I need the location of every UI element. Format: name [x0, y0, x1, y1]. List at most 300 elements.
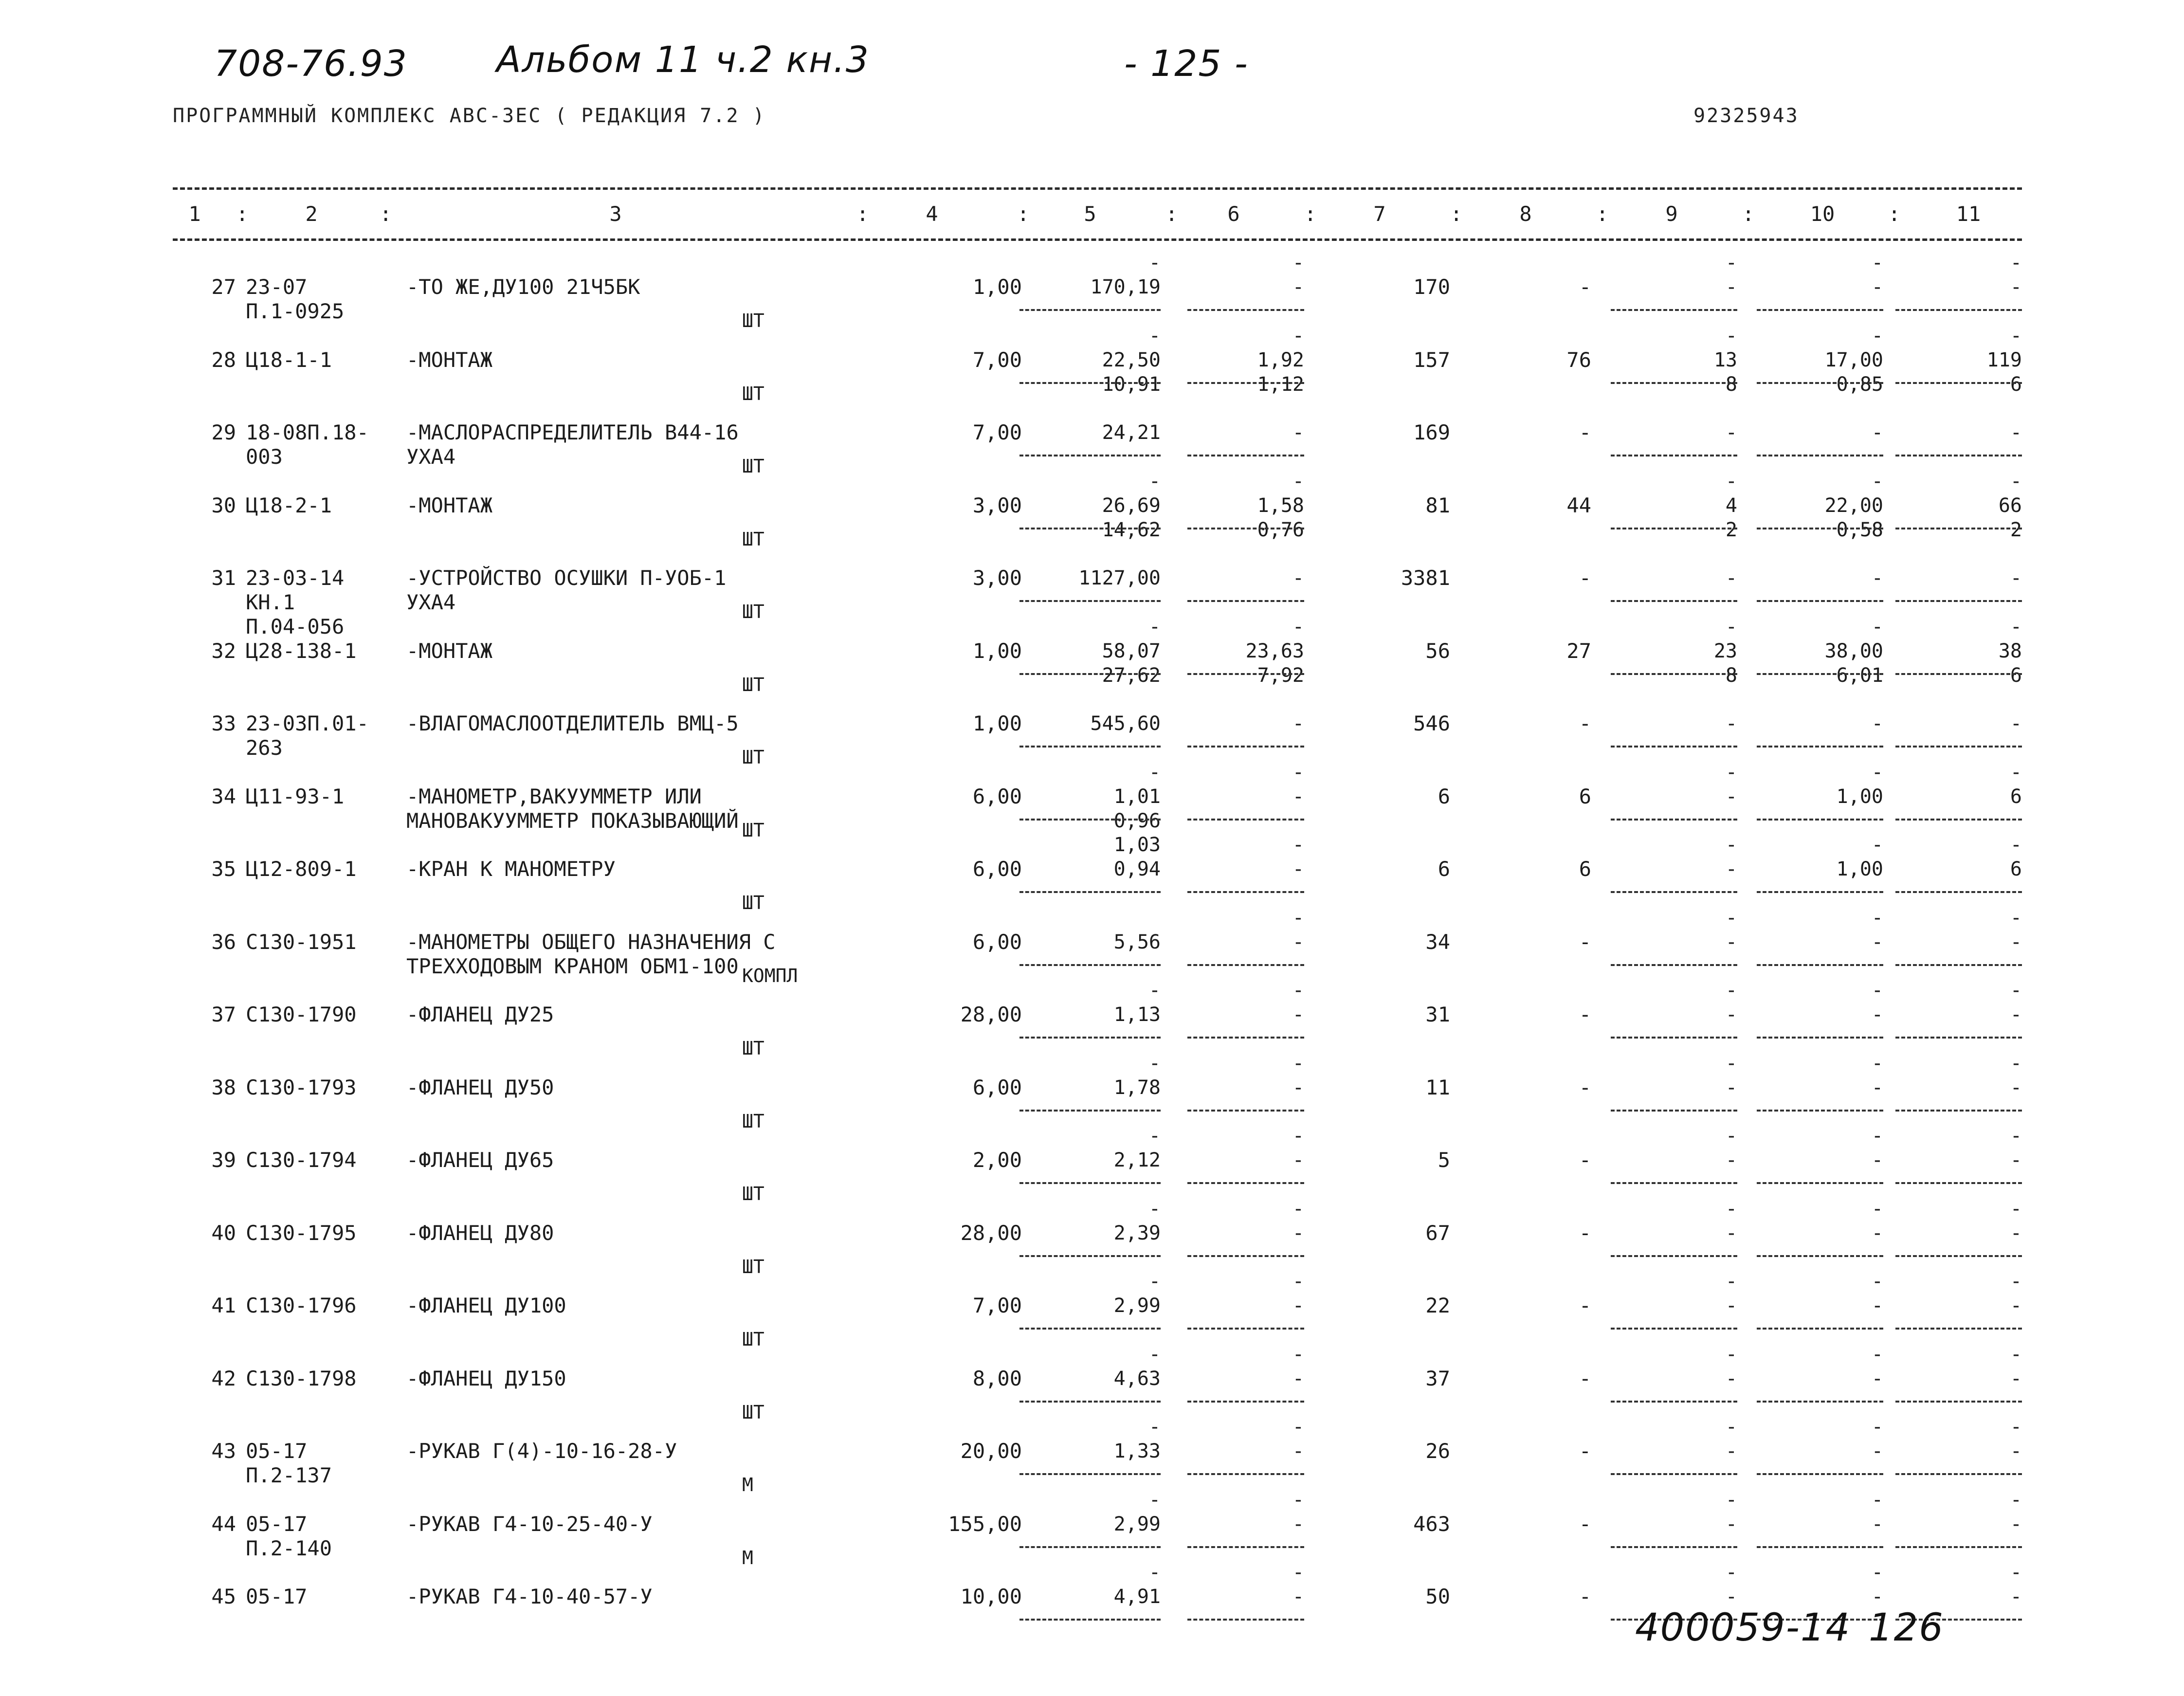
row-name: -ВЛАГОМАСЛООТДЕЛИТЕЛЬ ВМЦ-5 [406, 711, 739, 735]
header-col-7: 7 [1373, 202, 1386, 226]
cell-rule [1611, 1546, 1737, 1548]
row-code: Ц18-1-1 [246, 347, 332, 372]
row-number: 29 [211, 420, 236, 444]
row-c10: 22,00 [1824, 494, 1883, 517]
row-c5: 4,91 [1113, 1586, 1161, 1608]
row-c10: - [1871, 1295, 1883, 1317]
cell-rule [1757, 1401, 1883, 1403]
row-number: 37 [211, 1003, 236, 1026]
cell-rule [1895, 1328, 2022, 1330]
row-c9: - [1725, 930, 1737, 953]
row-c11: - [2010, 761, 2022, 784]
row-c6: 7,92 [1257, 664, 1304, 687]
cell-rule [1895, 1255, 2022, 1257]
row-c5: 1,01 [1113, 785, 1161, 808]
row-col8: - [1579, 930, 1591, 954]
row-c5: 170,19 [1090, 276, 1161, 298]
cell-rule [1895, 528, 2022, 529]
row-c10: 17,00 [1824, 348, 1883, 371]
cell-rule [1019, 600, 1161, 602]
cell-rule [1019, 673, 1161, 675]
cell-rule [1757, 1473, 1883, 1475]
row-c9: - [1725, 1149, 1737, 1171]
row-number: 39 [211, 1148, 236, 1172]
row-code: С130-1798 [246, 1366, 357, 1390]
row-c5: 2,99 [1113, 1513, 1161, 1535]
row-c5: 1,78 [1113, 1076, 1161, 1099]
row-c5: 1,13 [1113, 1003, 1161, 1026]
row-c9: - [1725, 1440, 1737, 1462]
row-c5: 5,56 [1113, 930, 1161, 953]
row-name: -ТО ЖЕ,ДУ100 21Ч5БК [406, 275, 640, 299]
cell-rule [1019, 891, 1161, 893]
row-c10: - [1871, 1125, 1883, 1147]
cell-rule [1019, 819, 1161, 821]
cell-rule [1757, 1182, 1883, 1184]
row-c10: 0,58 [1836, 518, 1883, 541]
cell-rule [1757, 819, 1883, 821]
row-col7: 6 [1438, 857, 1450, 881]
row-c9: - [1725, 1416, 1737, 1438]
row-number: 31 [211, 566, 236, 590]
row-c5: - [1148, 1270, 1161, 1293]
row-c5: 27,62 [1102, 664, 1161, 687]
row-col8: - [1579, 1003, 1591, 1026]
row-name: -ФЛАНЕЦ ДУ80 [406, 1221, 554, 1245]
row-col8: - [1579, 1294, 1591, 1317]
row-col8: 6 [1579, 857, 1591, 881]
row-c9: - [1725, 1076, 1737, 1099]
header-separator: : [1304, 202, 1317, 226]
row-c6: - [1292, 252, 1304, 274]
cell-rule [1757, 455, 1883, 456]
row-c11: 6 [2010, 858, 2022, 880]
header-col-4: 4 [926, 202, 938, 226]
row-c9: - [1725, 1222, 1737, 1244]
cell-rule [1187, 1328, 1304, 1330]
row-col7: 170 [1413, 275, 1450, 299]
cell-rule [1187, 1110, 1304, 1112]
row-col7: 31 [1425, 1003, 1450, 1026]
row-number: 42 [211, 1366, 236, 1390]
row-c9: - [1725, 1125, 1737, 1147]
cell-rule [1611, 819, 1737, 821]
row-code: П.2-140 [246, 1536, 332, 1560]
row-c11: - [2010, 470, 2022, 492]
row-col8: - [1579, 1585, 1591, 1608]
row-c9: 23 [1713, 639, 1737, 662]
row-c5: 1,33 [1113, 1440, 1161, 1462]
row-c10: - [1871, 324, 1883, 347]
row-c6: - [1292, 906, 1304, 929]
row-c5: 22,50 [1102, 348, 1161, 371]
row-c11: - [2010, 1295, 2022, 1317]
row-c5: - [1148, 1197, 1161, 1220]
row-number: 43 [211, 1439, 236, 1463]
row-c6: - [1292, 276, 1304, 298]
header-separator: : [1017, 202, 1030, 226]
header-separator: : [236, 202, 249, 226]
row-col7: 6 [1438, 784, 1450, 808]
cell-rule [1895, 1546, 2022, 1548]
row-name: -МАНОМЕТР,ВАКУУММЕТР ИЛИ [406, 784, 702, 808]
row-quantity: 6,00 [972, 857, 1022, 881]
row-col7: 157 [1413, 347, 1450, 372]
row-c6: 1,12 [1257, 373, 1304, 396]
row-c6: - [1292, 834, 1304, 856]
row-code: С130-1793 [246, 1075, 357, 1099]
row-unit: ШТ [742, 1329, 764, 1350]
row-c10: 0,85 [1836, 373, 1883, 396]
row-code: П.2-137 [246, 1463, 332, 1487]
row-c6: - [1292, 1367, 1304, 1390]
row-col8: 27 [1566, 638, 1591, 663]
row-c11: - [2010, 1513, 2022, 1535]
row-quantity: 10,00 [960, 1585, 1022, 1608]
row-c11: - [2010, 1149, 2022, 1171]
cell-rule [1019, 1110, 1161, 1112]
row-col7: 67 [1425, 1221, 1450, 1245]
row-c11: - [2010, 1197, 2022, 1220]
row-col8: - [1579, 1075, 1591, 1099]
row-c5: 14,62 [1102, 518, 1161, 541]
row-col7: 34 [1425, 930, 1450, 954]
header-bottom-rule [173, 238, 2022, 241]
row-c9: - [1725, 1343, 1737, 1366]
row-c9: 8 [1725, 373, 1737, 396]
row-c6: - [1292, 1561, 1304, 1584]
row-c6: - [1292, 1416, 1304, 1438]
header-col-2: 2 [305, 202, 318, 226]
row-c6: - [1292, 1270, 1304, 1293]
header-col-5: 5 [1084, 202, 1096, 226]
cell-rule [1019, 1401, 1161, 1403]
cell-rule [1611, 673, 1737, 675]
row-name: -МАНОМЕТРЫ ОБЩЕГО НАЗНАЧЕНИЯ С [406, 930, 776, 954]
row-col8: - [1579, 420, 1591, 444]
row-number: 27 [211, 275, 236, 299]
row-c9: - [1725, 567, 1737, 589]
row-c9: - [1725, 324, 1737, 347]
program-line: ПРОГРАММНЫЙ КОМПЛЕКС АВС-3ЕС ( РЕДАКЦИЯ 7.2 ) [173, 105, 766, 127]
cell-rule [1895, 1037, 2022, 1039]
row-code: 05-17 [246, 1439, 308, 1463]
row-c10: - [1871, 906, 1883, 929]
row-code: С130-1795 [246, 1221, 357, 1245]
row-c9: - [1725, 1561, 1737, 1584]
row-c9: - [1725, 785, 1737, 808]
header-col-1: 1 [188, 202, 201, 226]
handwritten-footer-page: 126 [1869, 1606, 1944, 1650]
row-unit: М [742, 1547, 753, 1568]
row-c10: - [1871, 1149, 1883, 1171]
row-c6: - [1292, 785, 1304, 808]
row-c11: - [2010, 1052, 2022, 1075]
cell-rule [1757, 600, 1883, 602]
cell-rule [1187, 1619, 1304, 1621]
row-c9: - [1725, 1197, 1737, 1220]
cell-rule [1895, 455, 2022, 456]
row-number: 44 [211, 1512, 236, 1536]
row-unit: ШТ [742, 310, 764, 331]
row-quantity: 6,00 [972, 784, 1022, 808]
row-number: 41 [211, 1294, 236, 1317]
row-c11: 66 [1998, 494, 2022, 517]
cell-rule [1611, 455, 1737, 456]
cell-rule [1895, 309, 2022, 311]
row-c5: - [1148, 1488, 1161, 1511]
row-name: УХА4 [406, 445, 456, 469]
row-name: -МОНТАЖ [406, 347, 493, 372]
handwritten-page-number: - 125 - [1124, 43, 1249, 85]
row-c11: 6 [2010, 785, 2022, 808]
row-unit: М [742, 1474, 753, 1495]
row-c11: - [2010, 1343, 2022, 1366]
cell-rule [1019, 528, 1161, 529]
row-code: 18-08П.18- [246, 420, 369, 444]
cell-rule [1757, 1328, 1883, 1330]
row-c6: - [1292, 421, 1304, 444]
cell-rule [1895, 1401, 2022, 1403]
cell-rule [1611, 382, 1737, 384]
cell-rule [1895, 746, 2022, 748]
row-c9: - [1725, 276, 1737, 298]
row-c9: - [1725, 615, 1737, 638]
row-unit: ШТ [742, 456, 764, 477]
row-c9: - [1725, 906, 1737, 929]
row-c6: - [1292, 567, 1304, 589]
cell-rule [1611, 528, 1737, 529]
header-top-rule [173, 187, 2022, 190]
row-unit: ШТ [742, 1256, 764, 1277]
row-col7: 26 [1425, 1439, 1450, 1463]
row-col8: - [1579, 1221, 1591, 1245]
row-c10: - [1871, 930, 1883, 953]
row-c10: - [1871, 470, 1883, 492]
cell-rule [1187, 673, 1304, 675]
row-c9: 13 [1713, 348, 1737, 371]
row-c5: 4,63 [1113, 1367, 1161, 1390]
row-c11: - [2010, 1270, 2022, 1293]
row-col7: 22 [1425, 1294, 1450, 1317]
row-code: С130-1951 [246, 930, 357, 954]
header-separator: : [1596, 202, 1609, 226]
row-col8: - [1579, 566, 1591, 590]
row-c6: - [1292, 712, 1304, 735]
document-number: 92325943 [1693, 105, 1799, 127]
row-name: -МОНТАЖ [406, 638, 493, 663]
row-name: -ФЛАНЕЦ ДУ100 [406, 1294, 566, 1317]
row-col7: 463 [1413, 1512, 1450, 1536]
cell-rule [1019, 455, 1161, 456]
cell-rule [1611, 1255, 1737, 1257]
cell-rule [1611, 309, 1737, 311]
header-col-3: 3 [609, 202, 622, 226]
cell-rule [1611, 1401, 1737, 1403]
row-c9: - [1725, 1052, 1737, 1075]
row-name: -УСТРОЙСТВО ОСУШКИ П-УОБ-1 [406, 566, 727, 590]
row-c9: - [1725, 1586, 1737, 1608]
cell-rule [1895, 819, 2022, 821]
row-c6: - [1292, 1197, 1304, 1220]
row-c9: 8 [1725, 664, 1737, 687]
row-number: 45 [211, 1585, 236, 1608]
cell-rule [1187, 746, 1304, 748]
cell-rule [1895, 600, 2022, 602]
row-code: П.1-0925 [246, 299, 345, 323]
row-c5: 0,94 [1113, 858, 1161, 880]
row-col7: 11 [1425, 1075, 1450, 1099]
row-c10: - [1871, 834, 1883, 856]
row-c11: - [2010, 930, 2022, 953]
row-col8: - [1579, 1512, 1591, 1536]
cell-rule [1757, 673, 1883, 675]
row-c6: - [1292, 470, 1304, 492]
row-c11: 6 [2010, 664, 2022, 687]
cell-rule [1757, 382, 1883, 384]
row-c6: 23,63 [1245, 639, 1304, 662]
row-unit: ШТ [742, 674, 764, 695]
row-number: 34 [211, 784, 236, 808]
row-name: -ФЛАНЕЦ ДУ150 [406, 1366, 566, 1390]
row-c5: - [1148, 470, 1161, 492]
row-number: 33 [211, 711, 236, 735]
row-name: -РУКАВ Г4-10-25-40-У [406, 1512, 653, 1536]
row-c9: 4 [1725, 494, 1737, 517]
row-unit: ШТ [742, 1401, 764, 1423]
row-name: -ФЛАНЕЦ ДУ50 [406, 1075, 554, 1099]
row-c5: 10,91 [1102, 373, 1161, 396]
row-c5: - [1148, 1052, 1161, 1075]
row-c10: 38,00 [1824, 639, 1883, 662]
row-unit: ШТ [742, 1183, 764, 1204]
row-quantity: 7,00 [972, 347, 1022, 372]
cell-rule [1757, 1110, 1883, 1112]
cell-rule [1187, 309, 1304, 311]
row-c10: - [1871, 979, 1883, 1002]
cell-rule [1019, 964, 1161, 966]
cell-rule [1019, 1546, 1161, 1548]
row-name: -КРАН К МАНОМЕТРУ [406, 857, 616, 881]
row-name: ТРЕХХОДОВЫМ КРАНОМ ОБМ1-100 [406, 954, 739, 978]
row-c11: - [2010, 276, 2022, 298]
row-name: -ФЛАНЕЦ ДУ65 [406, 1148, 554, 1172]
row-c11: - [2010, 252, 2022, 274]
row-c9: - [1725, 1270, 1737, 1293]
row-quantity: 7,00 [972, 1294, 1022, 1317]
row-c11: - [2010, 1586, 2022, 1608]
row-unit: КОМПЛ [742, 965, 798, 986]
row-c10: - [1871, 252, 1883, 274]
cell-rule [1757, 1037, 1883, 1039]
row-c6: 0,76 [1257, 518, 1304, 541]
row-c11: - [2010, 1003, 2022, 1026]
row-c11: - [2010, 834, 2022, 856]
cell-rule [1019, 382, 1161, 384]
row-c11: - [2010, 1367, 2022, 1390]
header-separator: : [1742, 202, 1755, 226]
row-c10: - [1871, 1586, 1883, 1608]
row-col8: - [1579, 1366, 1591, 1390]
cell-rule [1757, 309, 1883, 311]
row-c10: - [1871, 567, 1883, 589]
row-c10: - [1871, 761, 1883, 784]
cell-rule [1187, 1037, 1304, 1039]
cell-rule [1895, 382, 2022, 384]
row-c11: 119 [1986, 348, 2022, 371]
row-col7: 546 [1413, 711, 1450, 735]
row-code: 23-03П.01- [246, 711, 369, 735]
row-c5: - [1148, 1343, 1161, 1366]
row-number: 38 [211, 1075, 236, 1099]
cell-rule [1187, 891, 1304, 893]
cell-rule [1187, 819, 1304, 821]
cell-rule [1187, 455, 1304, 456]
row-number: 28 [211, 347, 236, 372]
row-quantity: 28,00 [960, 1003, 1022, 1026]
row-c11: - [2010, 615, 2022, 638]
cell-rule [1019, 309, 1161, 311]
row-quantity: 155,00 [948, 1512, 1022, 1536]
row-col8: - [1579, 275, 1591, 299]
cell-rule [1611, 746, 1737, 748]
row-c5: - [1148, 324, 1161, 347]
row-c6: - [1292, 930, 1304, 953]
header-col-11: 11 [1956, 202, 1981, 226]
row-c6: - [1292, 1343, 1304, 1366]
row-c5: 545,60 [1090, 712, 1161, 735]
row-c6: - [1292, 1052, 1304, 1075]
row-col8: 6 [1579, 784, 1591, 808]
row-number: 30 [211, 493, 236, 517]
cell-rule [1895, 891, 2022, 893]
row-c11: 2 [2010, 518, 2022, 541]
row-c9: - [1725, 834, 1737, 856]
row-name: -ФЛАНЕЦ ДУ25 [406, 1003, 554, 1026]
cell-rule [1187, 1255, 1304, 1257]
row-code: С130-1794 [246, 1148, 357, 1172]
row-quantity: 20,00 [960, 1439, 1022, 1463]
cell-rule [1895, 1110, 2022, 1112]
cell-rule [1611, 1473, 1737, 1475]
row-c11: - [2010, 567, 2022, 589]
row-c11: 38 [1998, 639, 2022, 662]
cell-rule [1019, 1473, 1161, 1475]
row-c6: - [1292, 1440, 1304, 1462]
row-c5: 2,12 [1113, 1149, 1161, 1171]
row-quantity: 7,00 [972, 420, 1022, 444]
header-separator: : [1165, 202, 1178, 226]
cell-rule [1611, 1182, 1737, 1184]
row-c10: - [1871, 1222, 1883, 1244]
row-c6: - [1292, 1295, 1304, 1317]
handwritten-footer-code: 400059-14 [1635, 1606, 1851, 1650]
row-code: С130-1796 [246, 1294, 357, 1317]
row-c9: - [1725, 1367, 1737, 1390]
row-name: -МОНТАЖ [406, 493, 493, 517]
row-code: Ц12-809-1 [246, 857, 357, 881]
row-c11: - [2010, 1488, 2022, 1511]
row-c9: - [1725, 712, 1737, 735]
cell-rule [1757, 1255, 1883, 1257]
row-quantity: 1,00 [972, 638, 1022, 663]
row-c10: - [1871, 1440, 1883, 1462]
header-col-8: 8 [1519, 202, 1532, 226]
row-c11: - [2010, 1561, 2022, 1584]
cell-rule [1757, 964, 1883, 966]
row-unit: ШТ [742, 601, 764, 622]
row-code: 263 [246, 736, 283, 760]
